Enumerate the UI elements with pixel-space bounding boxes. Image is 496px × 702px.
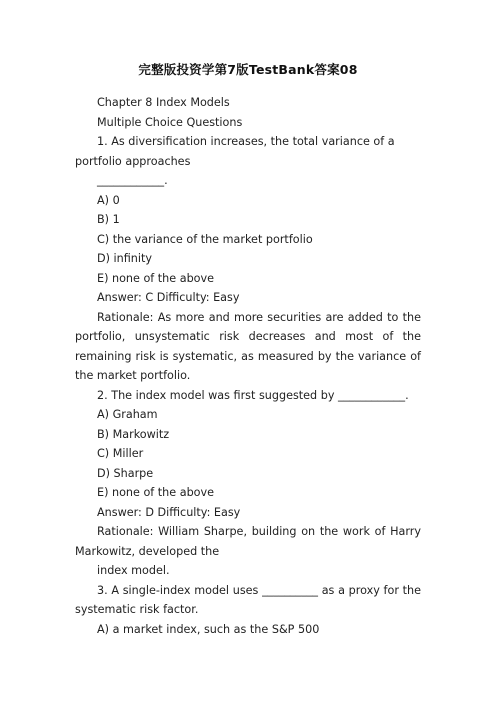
- text-line: Answer: D Difficulty: Easy: [97, 505, 241, 519]
- text-line: B) Markowitz: [97, 427, 170, 441]
- text-line: index model.: [97, 564, 170, 577]
- document-body: [75, 93, 421, 639]
- text-line: 3. A single-index model uses __________ as a proxy for the systematic risk factor.: [75, 583, 421, 616]
- text-line: A) a market index, such as the S&P 500: [97, 622, 320, 636]
- text-line: E) none of the above: [97, 271, 215, 285]
- text-line: Chapter 8 Index Models: [97, 96, 230, 109]
- text-line: E) none of the above: [97, 486, 215, 499]
- text-line: A) 0: [97, 193, 120, 207]
- text-line: Answer: C Difficulty: Easy: [97, 291, 240, 304]
- text-line: 2. The index model was first suggested by ____________.: [97, 388, 409, 402]
- text-line: 1. As diversification increases, the total variance of a portfolio approaches: [75, 135, 395, 168]
- text-line: D) Sharpe: [97, 466, 154, 480]
- document-title: 完整版投资学第7版TestBank答案08: [138, 62, 358, 77]
- text-line: Rationale: As more and more securities are added to the portfolio, unsystematic risk decreases and most of the remaining risk is systematic, as measured by the variance of the market portfolio.: [75, 310, 421, 382]
- text-line: A) Graham: [97, 408, 158, 421]
- text-line: Rationale: William Sharpe, building on the work of Harry Markowitz, developed the: [75, 525, 421, 558]
- text-line: D) infinity: [97, 252, 152, 265]
- text-line: C) Miller: [97, 447, 144, 460]
- text-line: ____________.: [97, 174, 168, 187]
- text-line: Multiple Choice Questions: [97, 115, 243, 129]
- text-line: C) the variance of the market portfolio: [97, 232, 313, 246]
- text-line: B) 1: [97, 213, 120, 226]
